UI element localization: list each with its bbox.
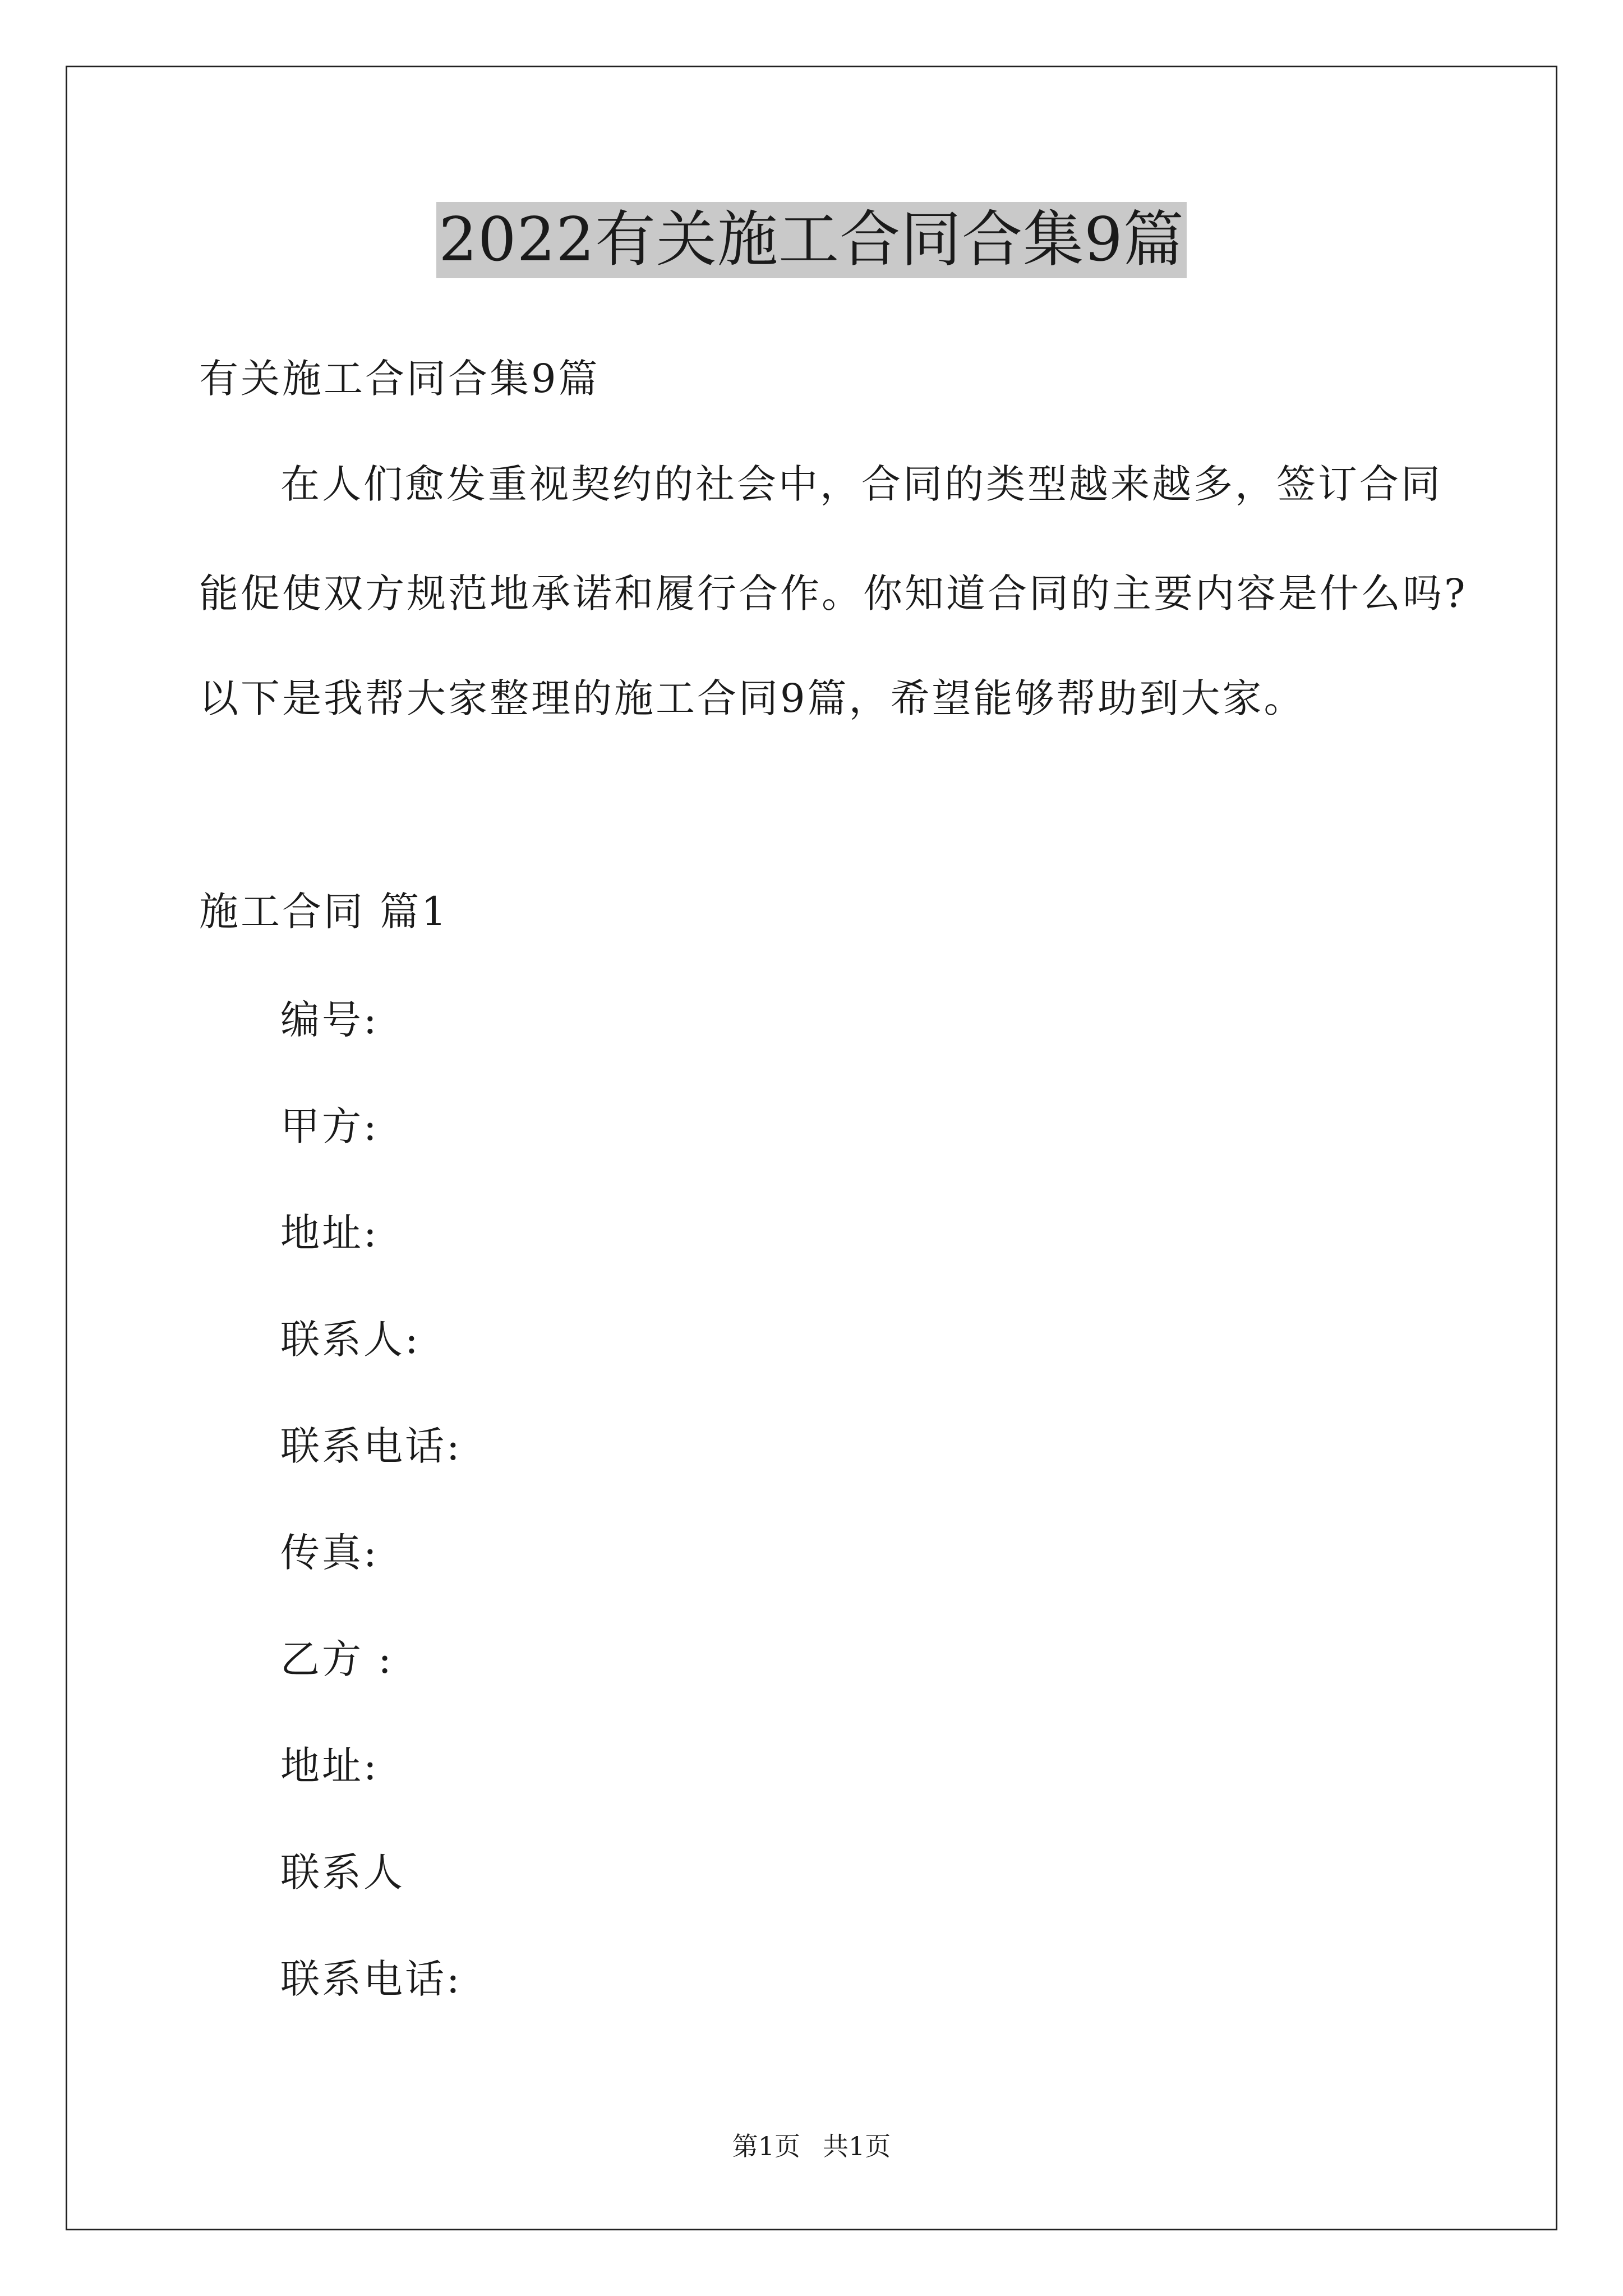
field-party-a: 甲方: [280, 1103, 379, 1149]
page-total: 共1页 [823, 2131, 891, 2161]
field-number: 编号: [280, 997, 379, 1043]
field-party-b: 乙方 : [280, 1636, 394, 1682]
field-contact-a: 联系人: [280, 1317, 421, 1363]
field-address-b: 地址: [280, 1743, 379, 1789]
intro-line-3: 以下是我帮大家整理的施工合同9篇，希望能够帮助到大家。 [199, 675, 1306, 721]
field-contact-b: 联系人 [280, 1849, 405, 1895]
field-address-a: 地址: [280, 1210, 379, 1256]
field-phone-b: 联系电话: [280, 1956, 462, 2002]
document-title: 2022有关施工合同合集9篇 [436, 202, 1187, 278]
section-heading: 施工合同 篇1 [199, 889, 449, 935]
intro-line-1: 在人们愈发重视契约的社会中，合同的类型越来越多，签订合同 [280, 461, 1442, 507]
field-fax: 传真: [280, 1530, 379, 1576]
page-number: 第1页 [732, 2131, 800, 2161]
document-subtitle: 有关施工合同合集9篇 [199, 356, 600, 402]
page-footer [0, 2129, 1623, 2163]
intro-line-2: 能促使双方规范地承诺和履行合作。你知道合同的主要内容是什么吗? [199, 570, 1468, 616]
field-phone-a: 联系电话: [280, 1423, 462, 1469]
